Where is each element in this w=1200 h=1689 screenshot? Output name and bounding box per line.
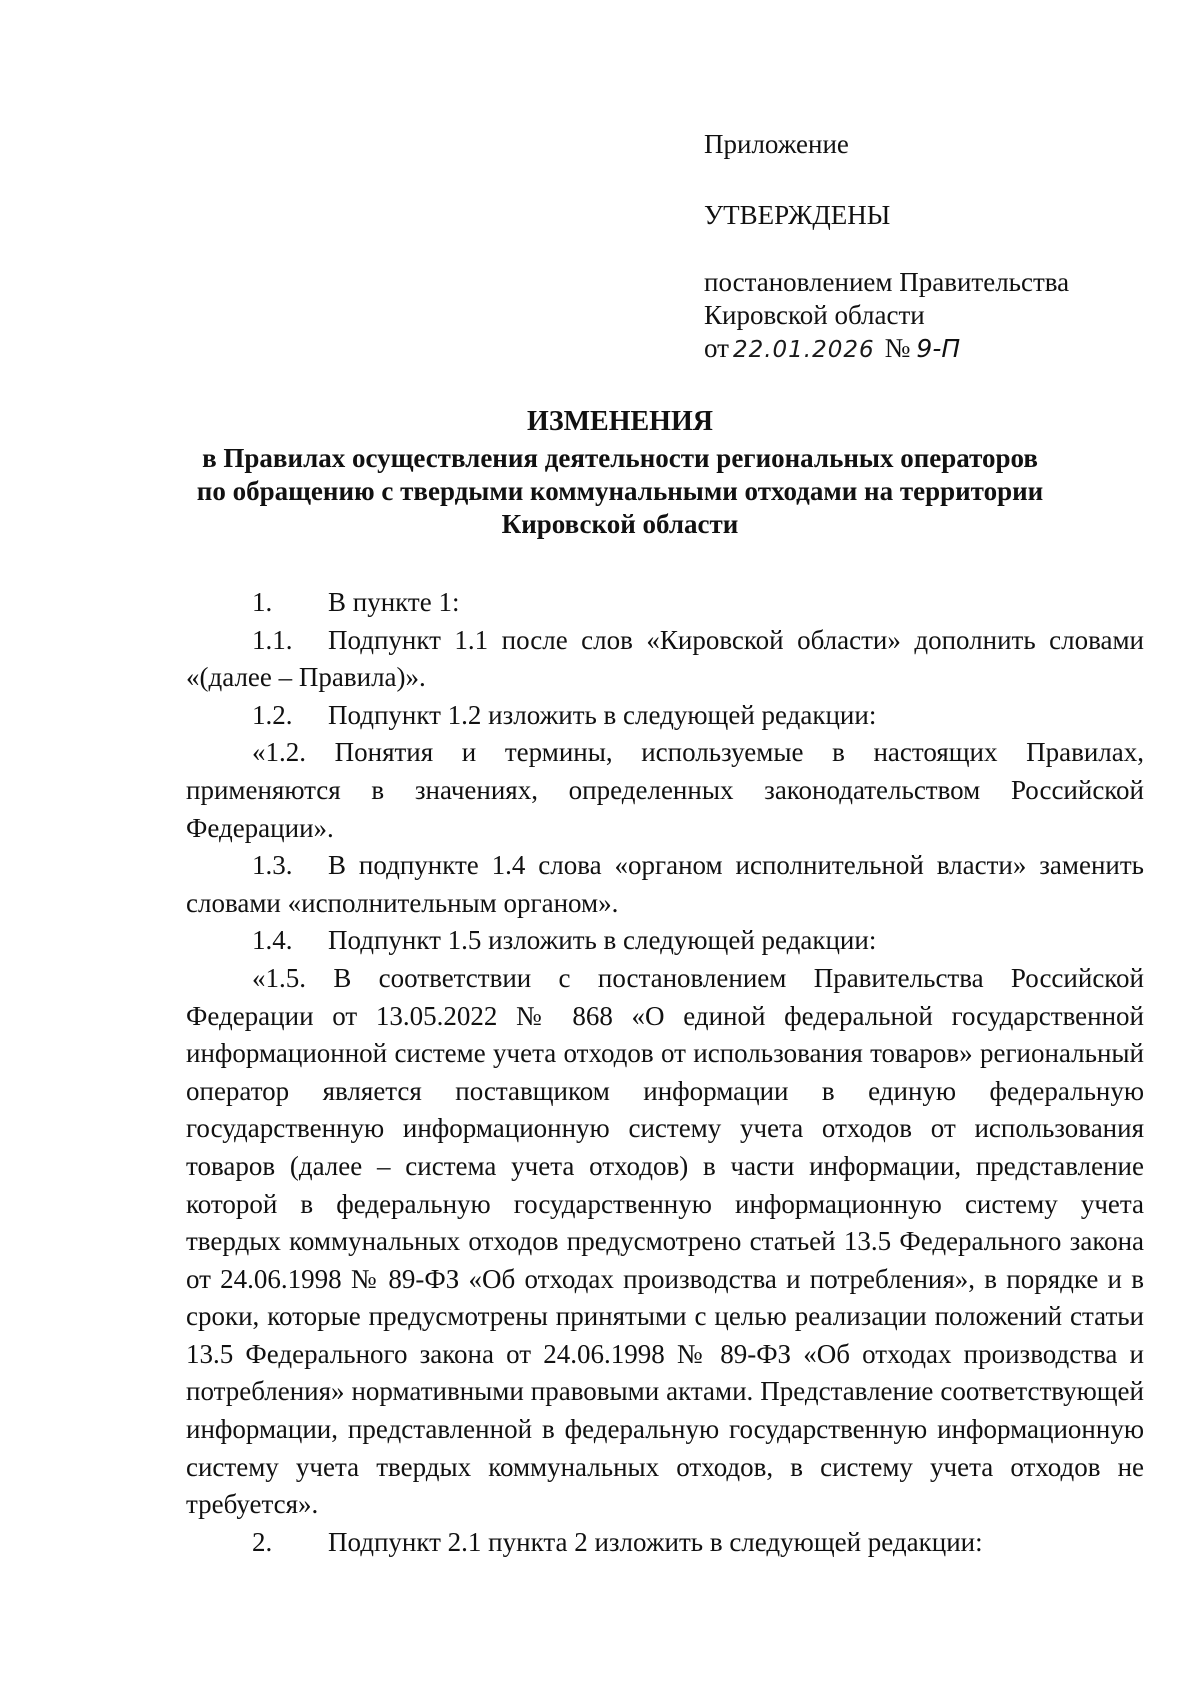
approved-label: УТВЕРЖДЕНЫ [704,200,891,230]
item-number: 1.3. [252,850,293,881]
item-number: 2. [252,1526,273,1557]
item-text: В пункте 1: [328,587,460,617]
item-text: Подпункт 1.5 изложить в следующей редакции: [328,925,877,956]
item-number: 1. [252,587,273,617]
title-subtitle-line-1: в Правилах осуществления деятельности региональных операторов [202,443,1038,473]
approval-line-2: Кировской области [704,300,925,330]
approval-line-1: постановлением Правительства [704,267,1070,297]
item-2 [186,1524,1144,1562]
appendix-label: Приложение [704,129,849,159]
handwritten-number: 9-П [916,334,961,363]
title-subtitle-line-2: по обращению с твердыми коммунальными отходами на территории [196,476,1044,506]
item-number: 1.4. [252,925,293,956]
item-text: «1.2. Понятия и термины, используемые в настоящих Правилах, применяются в значениях, определенных законодательством Российской Федерации». [186,737,1144,843]
item-text: Подпункт 2.1 пункта 2 изложить в следующей редакции: [328,1526,983,1557]
item-1-4-quote [186,960,1144,1524]
item-text: Подпункт 1.2 изложить в следующей редакции: [328,699,877,730]
item-1-2 [186,697,1144,735]
document-body [186,584,1144,1561]
handwritten-date: 22.01.2026 [732,337,875,363]
item-1-2-quote [186,734,1144,847]
item-text: В подпункте 1.4 слова «органом исполнительной власти» заменить словами «исполнительным органом». [186,850,1144,918]
title-subtitle-line-3: Кировской области [501,509,739,539]
date-prefix: от [704,333,729,363]
item-1-1 [186,622,1144,697]
item-1 [186,584,1144,622]
document-title [120,405,1120,541]
item-text: «1.5. В соответствии с постановлением Правительства Российской Федерации от 13.05.2022 № 868 «О единой федеральной государственной информационной системе учета отходов от использования товаров» региональный оператор является поставщиком информации в единую федеральную государственную информационную систему учета отходов от использования товаров (далее – система учета отходов) в части информации, представление которой в федеральную государственную информационную систему учета твердых коммунальных отходов предусмотрено статьей 13.5 Федерального закона от 24.06.1998 № 89-ФЗ «Об отходах производства и потребления», в порядке и в сроки, которые предусмотрены принятыми с целью реализации положений статьи 13.5 Федерального закона от 24.06.1998 № 89-ФЗ «Об отходах производства и потребления» нормативными правовыми актами. Представление соответствующей информации, представленной в федеральную государственную информационную систему учета твердых коммунальных отходов, в систему учета отходов не требуется». [186,962,1144,1520]
number-sign: № [884,333,911,363]
item-number: 1.1. [252,624,293,655]
title-heading: ИЗМЕНЕНИЯ [527,406,713,437]
approval-stamp-block [704,128,1069,367]
approval-date-line [704,332,1069,367]
item-1-3 [186,847,1144,922]
item-text: Подпункт 1.1 после слов «Кировской области» дополнить словами «(далее – Правила)». [186,624,1144,693]
item-1-4 [186,922,1144,960]
item-number: 1.2. [252,699,293,730]
